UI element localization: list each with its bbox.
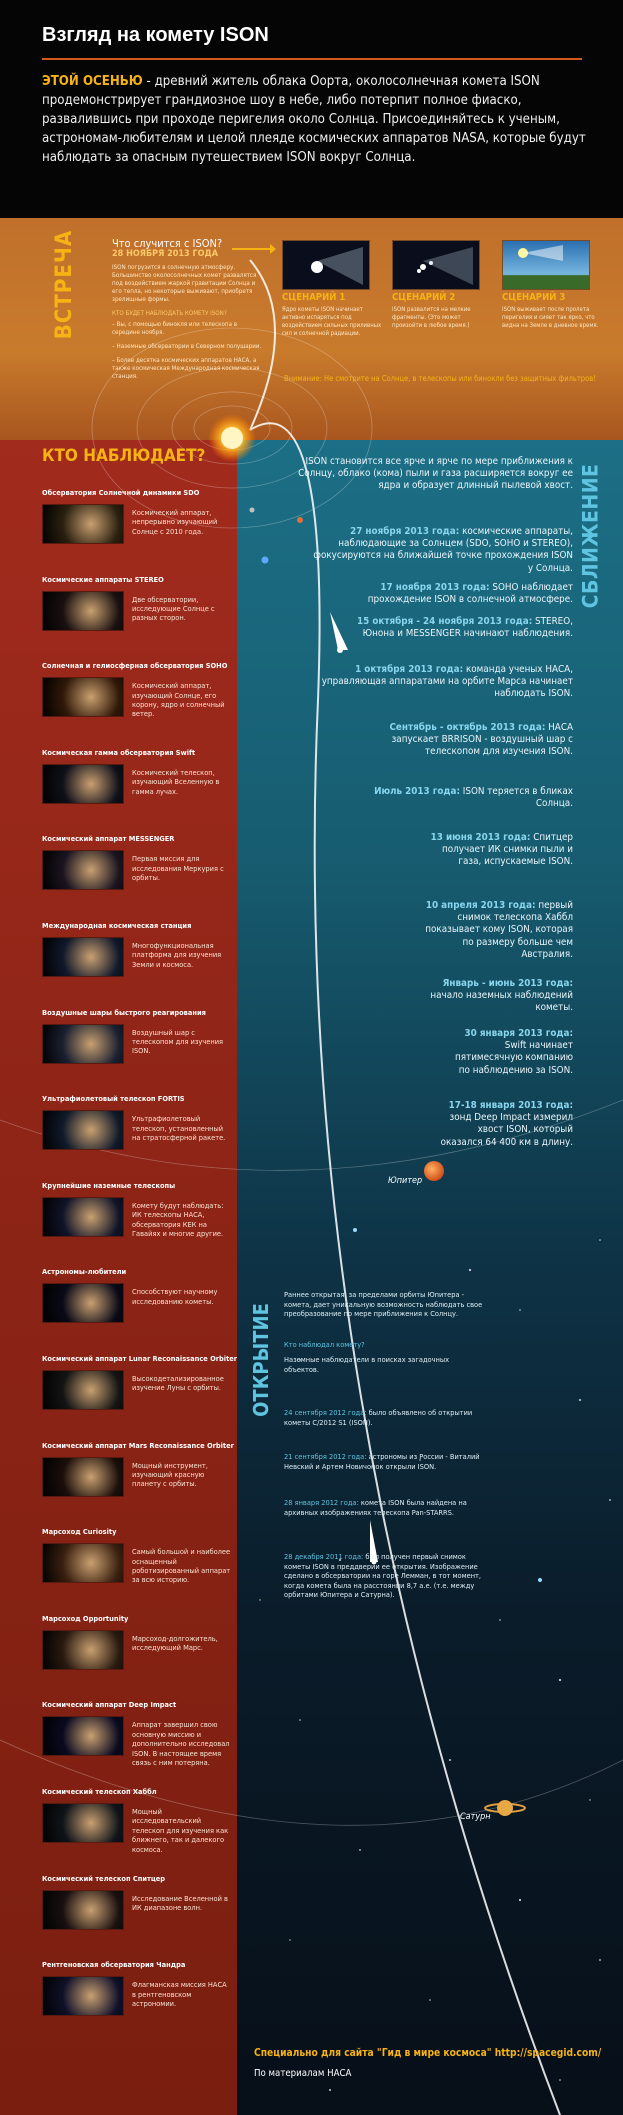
jupiter-label: Юпитер: [388, 1176, 423, 1186]
observer-description: Ультрафиолетовый телескоп, установленный на стратосферной ракете.: [132, 1114, 226, 1142]
approach-date: 30 января 2013 года:: [464, 1028, 573, 1039]
observer-image: [42, 1976, 124, 2016]
observer-title: Космические аппараты STEREO: [42, 574, 164, 584]
observer-image: [42, 504, 124, 544]
scenario-2-text: ISON развалится на мелкие фрагменты. (Это может произойти в любое время.): [392, 306, 471, 329]
encounter-question: Что случится с ISON?: [112, 237, 223, 250]
approach-entry: [423, 900, 573, 961]
observer-title: Космический аппарат Mars Reconaissance Orbiter: [42, 1440, 234, 1450]
approach-text: STEREO, Юнона и MESSENGER начинают наблюдения.: [362, 616, 573, 640]
observer-title: Космический телескоп Хаббл: [42, 1787, 157, 1796]
discovery-label: ОТКРЫТИЕ: [248, 1303, 273, 1417]
approach-entry: [423, 978, 573, 1015]
discovery-entry: [284, 1552, 484, 1600]
observer-image: [42, 591, 124, 631]
discovery-intro: Раннее открытая, за пределами орбиты Юпитера - комета, дает уникальную возможность наблюдать свое преобразование по мере приближения к Солнцу.: [284, 1290, 483, 1319]
observer-image: [42, 1283, 124, 1323]
encounter-vertical-title: [16, 229, 78, 340]
encounter-warning: Внимание: Не смотрите на Солнце, в телескопы или бинокли без защитных фильтров!: [284, 374, 596, 383]
approach-text: ISON становится все ярче и ярче по мере приближения к Солнцу, облако (кома) пыли и газа расширяется вокруг ее ядра и образует длинный пылевой хвост.: [298, 456, 573, 492]
approach-date: 27 ноября 2013 года:: [350, 526, 460, 537]
approach-entry: [313, 526, 573, 575]
saturn-planet: [485, 1800, 525, 1816]
scenario-2-image: [392, 240, 480, 290]
encounter-bullet: – Более десятка космических аппаратов НАСА, а также космическая Международная космическая станция.: [112, 357, 260, 380]
observer-image: [42, 1457, 124, 1497]
saturn-label: Сатурн: [460, 1812, 491, 1822]
observer-title: Крупнейшие наземные телескопы: [42, 1180, 176, 1190]
discovery-text: астрономы из России - Виталий Невский и Артем Новичонок открыли ISON.: [284, 1452, 480, 1471]
discovery-entry: [284, 1452, 484, 1471]
approach-entry: [313, 664, 573, 701]
approach-entry: [453, 1028, 573, 1077]
observer-description: Первая миссия для исследования Меркурия с орбиты.: [132, 854, 224, 883]
observer-description: Флагманская миссия НАСА в рентгеновском астрономии.: [132, 1980, 227, 2008]
approach-text: ISON теряется в бликах Солнца.: [459, 786, 573, 810]
scenario-1-image: [282, 240, 370, 290]
approach-date: Январь - июнь 2013 года:: [442, 978, 573, 989]
observer-image: [42, 1024, 124, 1064]
approach-entry: [293, 456, 573, 493]
scenario-1-title: СЦЕНАРИЙ 1: [282, 292, 346, 303]
page-title: Взгляд на комету ISON: [42, 24, 269, 46]
discovery-date: 28 декабря 2011 года:: [284, 1552, 364, 1561]
observer-title: Космический аппарат Lunar Reconaissance Orbiter: [42, 1354, 238, 1363]
approach-text: начало наземных наблюдений кометы.: [430, 990, 573, 1014]
encounter-body: ISON погрузится в солнечную атмосферу. Большинство околосолнечных комет развалятся под воздействием жаркой гравитации Солнца и его тепла, но некоторые выживают, приобретя зрелищные формы.: [112, 264, 257, 303]
observer-title: Рентгеновская обсерватория Чандра: [42, 1960, 186, 1970]
footer-credit: Специально для сайта "Гид в мире космоса" http://spacegid.com/: [254, 2048, 602, 2059]
discovery-text: комета ISON была найдена на архивных изображениях телескопа Pan-STARRS.: [284, 1498, 467, 1517]
approach-text: SOHO наблюдает прохождение ISON в солнечной атмосфере.: [367, 582, 573, 606]
jupiter-planet: [424, 1161, 444, 1181]
observer-description: Самый большой и наиболее оснащенный роботизированный аппарат за всю историю.: [132, 1547, 231, 1585]
observer-image: [42, 1197, 124, 1237]
approach-text: НАСА запускает BRRISON - воздушный шар с телескопом для изучения ISON.: [391, 722, 573, 758]
discovery-date: 24 сентября 2012 года:: [284, 1408, 367, 1417]
observer-image: [42, 850, 124, 890]
discovery-entry: [284, 1498, 484, 1517]
approach-entry: [373, 786, 573, 810]
observer-title: Космический аппарат Deep Impact: [42, 1700, 177, 1710]
observer-description: Высокодетализированное изучение Луны с орбиты.: [132, 1374, 224, 1393]
observer-description: Космический аппарат, непрерывно изучающий Солнце с 2010 года.: [132, 508, 218, 536]
approach-date: 17 ноября 2013 года:: [380, 582, 490, 593]
discovery-text: был получен первый снимок кометы ISON в преддверии ее открытия. Изображение сделано в обсерватории на горе Лемман, в тот момент, когда комета была на расстоянии 8,7 а.е. (т.е. между орбитами Юпитера и Сатурна).: [284, 1552, 482, 1600]
approach-date: Сентябрь - октябрь 2013 года:: [389, 722, 546, 733]
approach-text: Swift начинает пятимесячную компанию по наблюдению за ISON.: [455, 1040, 573, 1076]
scenario-2-title: СЦЕНАРИЙ 2: [392, 292, 456, 303]
observer-description: Исследование Вселенной в ИК диапазоне волн.: [132, 1893, 228, 1912]
approach-text: первый снимок телескопа Хаббл показывает кому ISON, которая по размеру больше чем Австралия.: [425, 900, 573, 960]
observer-description: Комету будут наблюдать: ИК телескопы НАСА, обсерватория КЕК на Гавайях и многие другие.: [132, 1200, 224, 1239]
observers-title: КТО НАБЛЮДАЕТ?: [42, 446, 206, 466]
approach-text: команда ученых НАСА, управляющая аппаратами на орбите Марса начинает наблюдать ISON.: [321, 664, 573, 700]
observer-title: Космическая гамма обсерватория Swift: [42, 747, 196, 757]
encounter-bullet: – Вы, с помощью бинокля или телескопа в середине ноября.: [112, 321, 238, 336]
approach-vertical-title: [576, 456, 616, 616]
discovery-answer: Наземные наблюдатели в поисках загадочных объектов.: [284, 1355, 450, 1374]
encounter-label: ВСТРЕЧА: [52, 229, 78, 340]
observer-title: Солнечная и гелиосферная обсерватория SOHO: [42, 661, 228, 671]
approach-date: 15 октября - 24 ноября 2013 года:: [356, 616, 533, 627]
observer-image: [42, 764, 124, 804]
question-arrow-icon: [232, 248, 272, 250]
approach-date: 13 июня 2013 года:: [430, 832, 531, 843]
discovery-date: 21 сентября 2012 года:: [284, 1452, 367, 1461]
observer-image: [42, 937, 124, 977]
encounter-question-box: [112, 237, 266, 387]
observer-description: Марсоход-долгожитель, исследующий Марс.: [132, 1633, 218, 1653]
observer-description: Воздушный шар с телескопом для изучения ISON.: [132, 1027, 224, 1056]
observer-title: Международная космическая станция: [42, 921, 192, 930]
observer-image: [42, 1110, 124, 1150]
approach-text: Спитцер получает ИК снимки пыли и газа, испускаемые ISON.: [441, 832, 573, 868]
encounter-subtitle: КТО БУДЕТ НАБЛЮДАТЬ КОМЕТУ ISON?: [112, 310, 227, 317]
approach-label: СБЛИЖЕНИЕ: [578, 463, 603, 609]
observer-description: Аппарат завершил свою основную миссию и дополнительно исследовал ISON. В настоящее время связь с ним потеряна.: [132, 1720, 230, 1768]
observer-description: Космический телескоп, изучающий Вселенную в гамма лучах.: [132, 767, 220, 796]
scenario-3-title: СЦЕНАРИЙ 3: [502, 292, 566, 303]
observer-image: [42, 1890, 124, 1930]
observer-image: [42, 1630, 124, 1670]
observer-title: Воздушные шары быстрого реагирования: [42, 1007, 206, 1017]
approach-entry: [333, 582, 573, 606]
observer-description: Космический аппарат, изучающий Солнце, его корону, ядро и солнечный ветер.: [132, 681, 225, 719]
observer-image: [42, 1803, 124, 1843]
discovery-question: Кто наблюдал комету?: [284, 1340, 365, 1349]
approach-date: 1 октября 2013 года:: [355, 664, 464, 675]
observer-title: Ультрафиолетовый телескоп FORTIS: [42, 1094, 185, 1104]
scenario-3-text: ISON выживает после пролета перигелия и сияет так ярко, что видна на Земле в дневное время.: [502, 306, 599, 329]
scenario-3-image: [502, 240, 590, 290]
approach-entry: [373, 722, 573, 759]
observer-title: Космический аппарат MESSENGER: [42, 834, 175, 844]
discovery-entry: [284, 1408, 484, 1427]
approach-date: 10 апреля 2013 года:: [425, 900, 536, 911]
observer-description: Многофункциональная платформа для изучения Земли и космоса.: [132, 941, 222, 969]
observer-image: [42, 1370, 124, 1410]
observer-title: Астрономы-любители: [42, 1267, 127, 1277]
observer-description: Мощный исследовательский телескоп для изучения как ближнего, так и далекого космоса.: [132, 1807, 229, 1854]
discovery-date: 28 января 2012 года:: [284, 1498, 359, 1507]
intro-body: - древний житель облака Оорта, околосолнечная комета ISON продемонстрирует грандиозное шоу в небе, либо потерпит полное фиаско, развалившись при проходе перигелия около Солнца. Присоединяйтесь к ученым, астрономам-любителям и целой плеяде космических аппаратов NASA, которые будут наблюдать за опасным путешествием ISON вокруг Солнца.: [42, 74, 586, 165]
observer-image: [42, 677, 124, 717]
intro-lead: ЭТОЙ ОСЕНЬЮ: [42, 74, 143, 89]
observer-description: Способствуют научному исследованию кометы.: [132, 1287, 218, 1306]
discovery-text: было объявлено об открытии кометы C/2012 S1 (ISON).: [284, 1408, 473, 1427]
observer-title: Марсоход Curiosity: [42, 1527, 117, 1537]
scenario-1-text: Ядро кометы ISON начинает активно испаряться под воздействием сильных приливных сил и солнечной радиации.: [282, 306, 382, 337]
observer-title: Обсерватория Солнечной динамики SDO: [42, 488, 200, 497]
observer-image: [42, 1716, 124, 1756]
approach-entry: [353, 616, 573, 640]
observer-title: Космический телескоп Спитцер: [42, 1873, 166, 1883]
discovery-vertical-title: [244, 1290, 284, 1450]
approach-date: Июль 2013 года:: [374, 786, 460, 797]
footer-source: По материалам НАСА: [254, 2068, 352, 2079]
approach-entry: [433, 1100, 573, 1149]
observer-title: Марсоход Opportunity: [42, 1613, 129, 1623]
observer-image: [42, 1543, 124, 1583]
encounter-bullet: – Наземные обсерватории в Северном полушарии.: [112, 343, 262, 350]
approach-date: 17-18 января 2013 года:: [448, 1100, 573, 1111]
approach-text: зонд Deep Impact измерил хвост ISON, который оказался 64 400 км в длину.: [440, 1112, 573, 1148]
observer-description: Две обсерватории, исследующие Солнце с разных сторон.: [132, 594, 215, 623]
approach-text: космические аппараты, наблюдающие за Солнцем (SDO, SOHO и STEREO), фокусируются на ближайшей точке прохождения ISON у Солнца.: [313, 526, 573, 574]
observer-description: Мощный инструмент, изучающий красную планету с орбиты.: [132, 1460, 208, 1489]
encounter-date: 28 НОЯБРЯ 2013 ГОДА: [112, 249, 219, 259]
approach-entry: [423, 832, 573, 869]
